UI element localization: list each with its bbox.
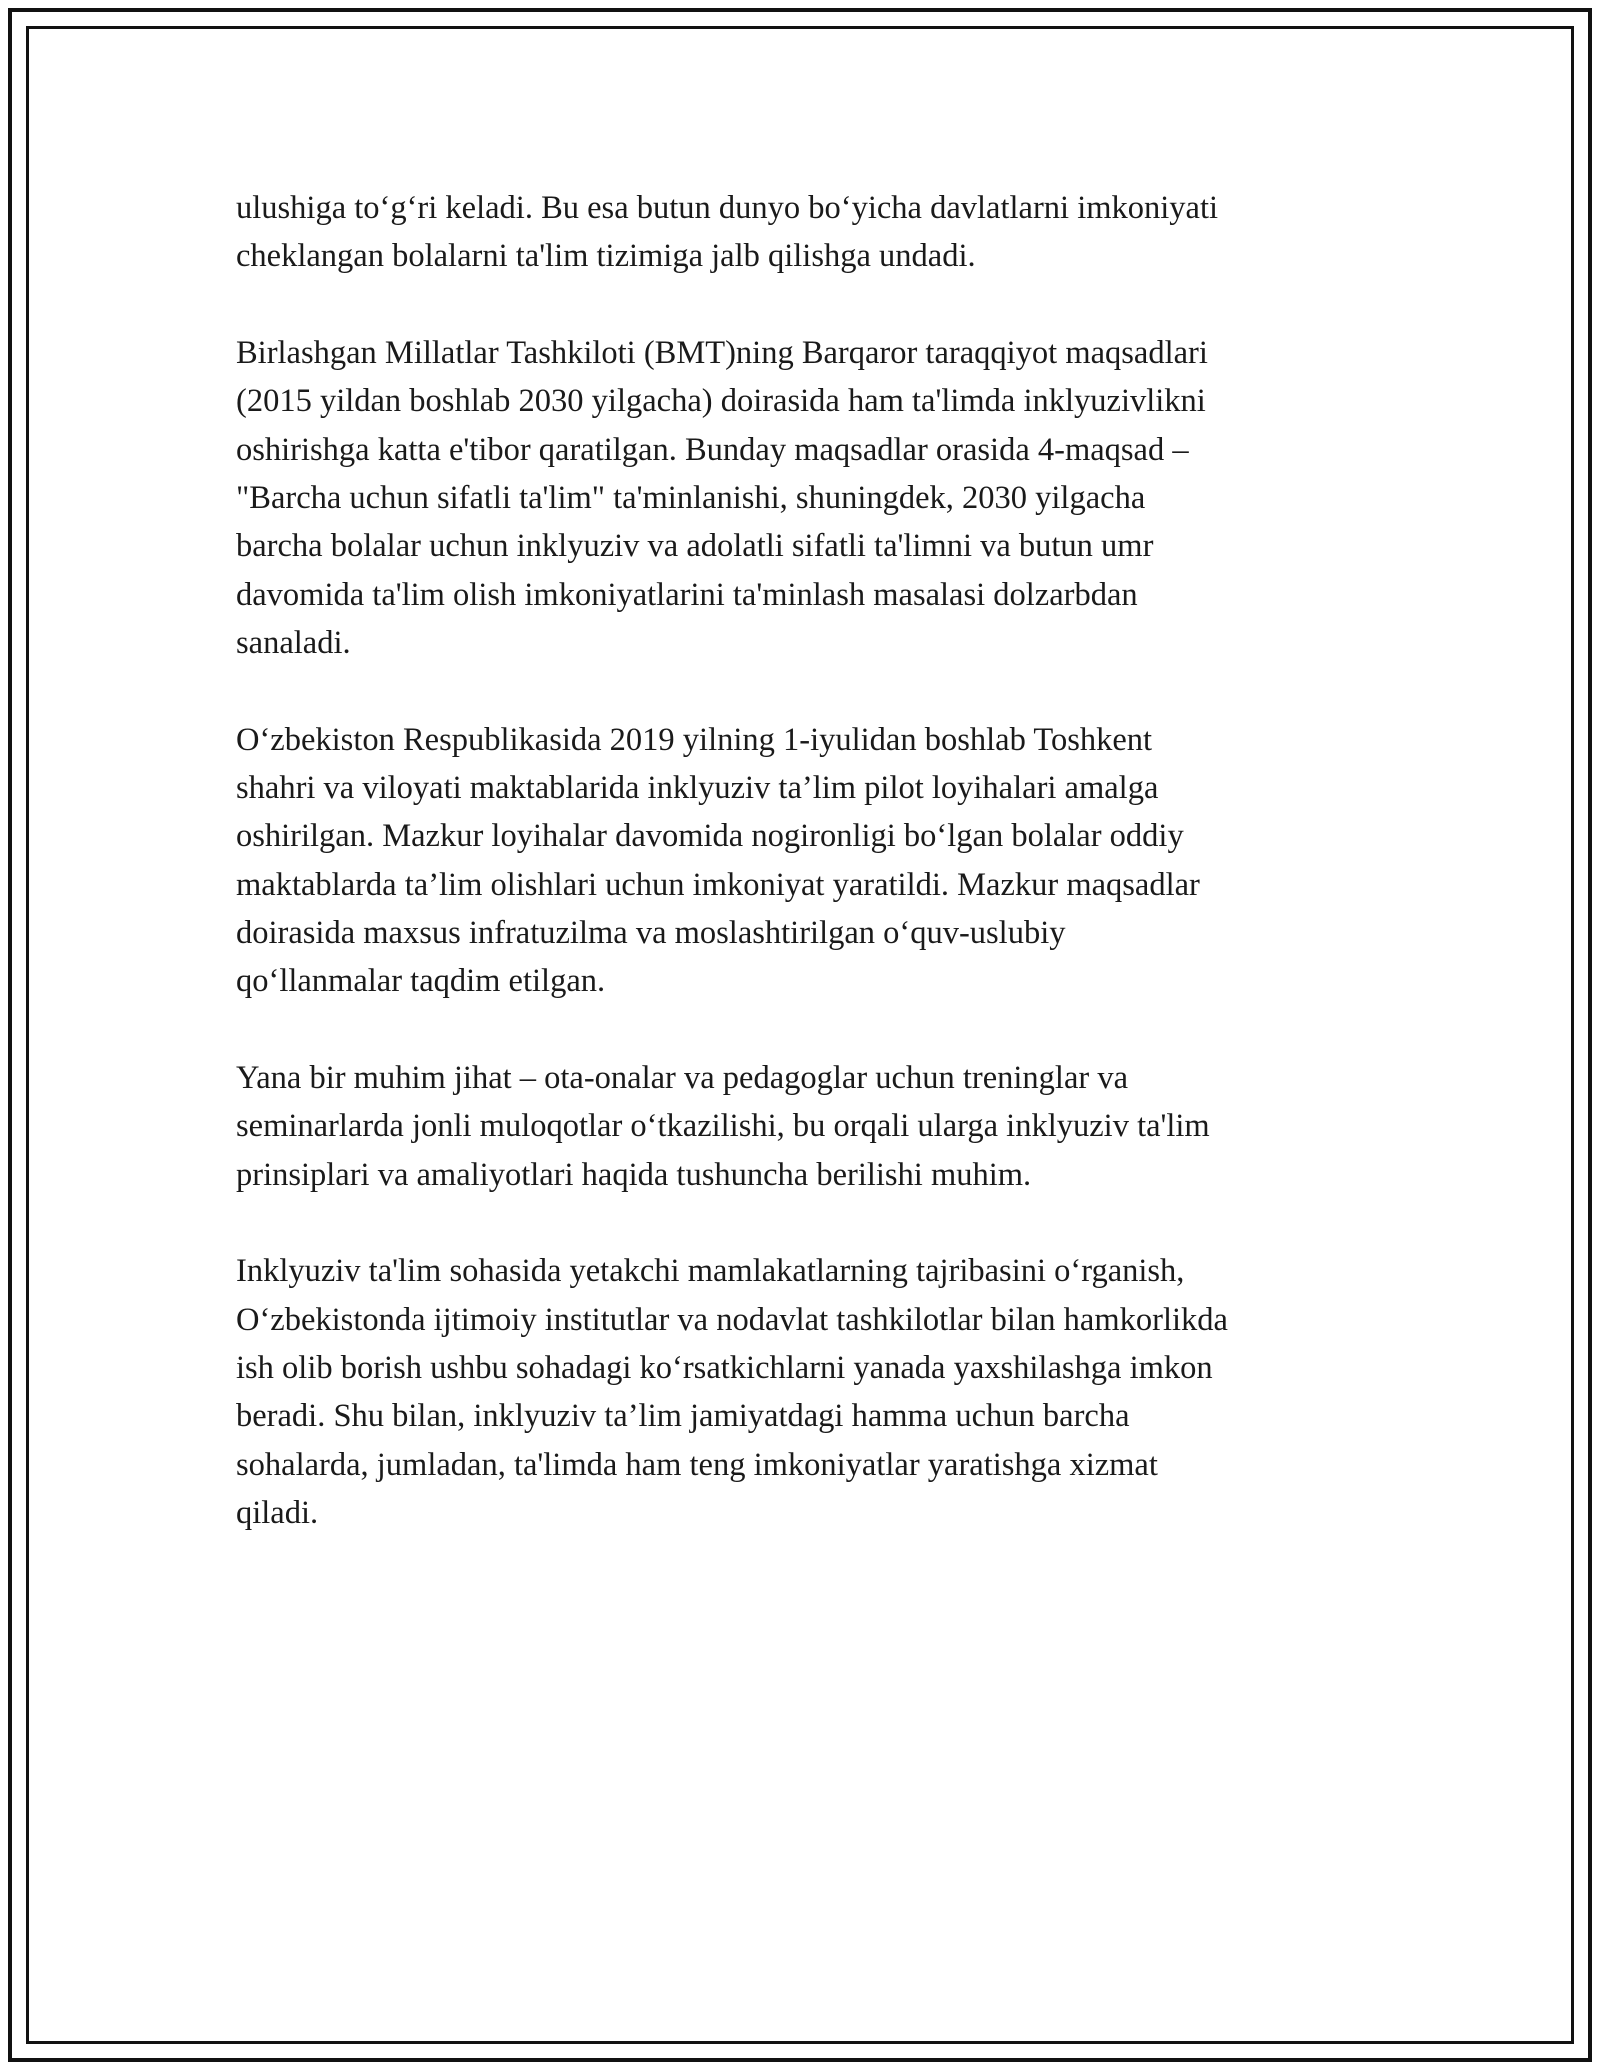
paragraph-4: Yana bir muhim jihat – ota-onalar va pedagoglar uchun treninglar va seminarlarda jonli muloqotlar o‘tkazilishi, bu orqali ularga inklyuziv ta'lim prinsiplari va amaliyotlari haqida tushuncha berilishi muhim. <box>236 1059 1210 1193</box>
paragraph-5: Inklyuziv ta'lim sohasida yetakchi mamlakatlarning tajribasini o‘rganish, O‘zbekistonda ijtimoiy institutlar va nodavlat tashkilotlar bilan hamkorlikda ish olib borish ushbu sohadagi ko‘rsatkichlarni yanada yaxshilashga imkon beradi. Shu bilan, inklyuziv ta’lim jamiyatdagi hamma uchun barcha sohalarda, jumladan, ta'limda ham teng imkoniyatlar yaratishga xizmat qiladi. <box>236 1253 1228 1531</box>
document-body <box>236 184 1376 1586</box>
paragraph-1: ulushiga to‘g‘ri keladi. Bu esa butun dunyo bo‘yicha davlatlarni imkoniyati cheklangan bolalarni ta'lim tizimiga jalb qilishga undadi. <box>236 190 1219 275</box>
paragraph-3: O‘zbekiston Respublikasida 2019 yilning 1-iyulidan boshlab Toshkent shahri va viloyati maktablarida inklyuziv ta’lim pilot loyihalari amalga oshirilgan. Mazkur loyihalar davomida nogironligi bo‘lgan bolalar oddiy maktablarda ta’lim olishlari uchun imkoniyat yaratildi. Mazkur maqsadlar doirasida maxsus infratuzilma va moslashtirilgan o‘quv-uslubiy qo‘llanmalar taqdim etilgan. <box>236 721 1200 1000</box>
paragraph-2: Birlashgan Millatlar Tashkiloti (BMT)ning Barqaror taraqqiyot maqsadlari (2015 yildan boshlab 2030 yilgacha) doirasida ham ta'limda inklyuzivlikni oshirishga katta e'tibor qaratilgan. Bunday maqsadlar orasida 4-maqsad – "Barcha uchun sifatli ta'lim" ta'minlanishi, shuningdek, 2030 yilgacha barcha bolalar uchun inklyuziv va adolatli sifatli ta'limni va butun umr davomida ta'lim olish imkoniyatlarini ta'minlash masalasi dolzarbdan sanaladi. <box>236 335 1208 661</box>
